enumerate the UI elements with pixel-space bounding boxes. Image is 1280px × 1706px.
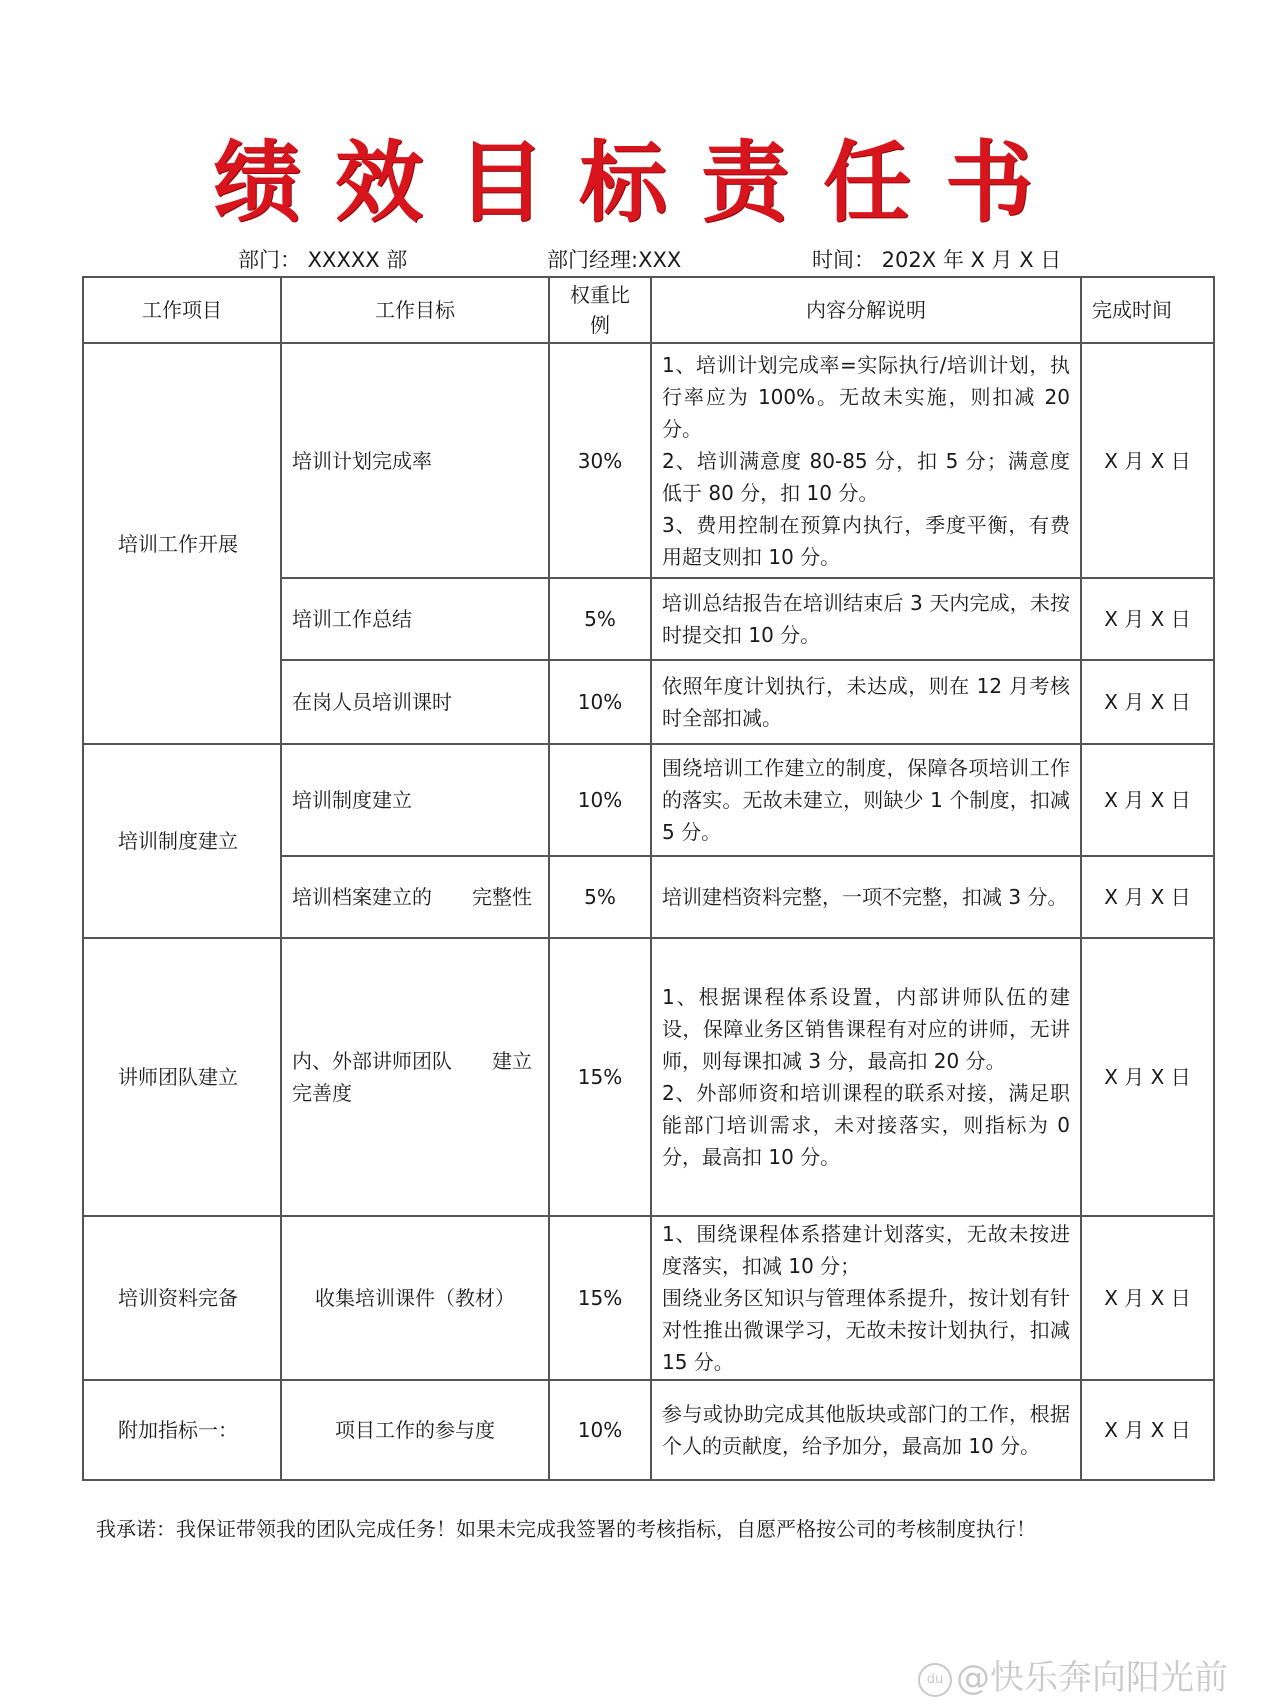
- pledge-statement: 我承诺：我保证带领我的团队完成任务！如果未完成我签署的考核指标，自愿严格按公司的考核制度执行！: [96, 1517, 1036, 1541]
- work-goal-cell: 在岗人员培训课时: [281, 660, 549, 744]
- completion-time-cell: X 月 X 日: [1081, 856, 1214, 938]
- completion-time-cell: X 月 X 日: [1081, 343, 1214, 578]
- watermark: [918, 1650, 1228, 1699]
- description-cell: 培训总结报告在培训结束后 3 天内完成，未按时提交扣 10 分。: [651, 578, 1081, 660]
- work-item-cell: 培训制度建立: [83, 744, 281, 938]
- date-label: 时间： 202X 年 X 月 X 日: [812, 248, 1062, 272]
- work-goal-cell: 项目工作的参与度: [281, 1380, 549, 1480]
- completion-time-cell: X 月 X 日: [1081, 1216, 1214, 1380]
- weight-cell: 5%: [549, 856, 651, 938]
- description-cell: 参与或协助完成其他版块或部门的工作，根据个人的贡献度，给予加分，最高加 10 分。: [651, 1380, 1081, 1480]
- description-cell: 1、培训计划完成率=实际执行/培训计划，执行率应为 100%。无故未实施，则扣减 20 分。 2、培训满意度 80-85 分，扣 5 分；满意度低于 80 分，扣 10 分。 3、费用控制在预算内执行，季度平衡，有费用超支则扣 10 分。: [651, 343, 1081, 578]
- description-cell: 1、围绕课程体系搭建计划落实，无故未按进度落实，扣减 10 分； 围绕业务区知识与管理体系提升，按计划有针对性推出微课学习，无故未按计划执行，扣减 15 分。: [651, 1216, 1081, 1380]
- completion-time-cell: X 月 X 日: [1081, 660, 1214, 744]
- department-label: 部门： XXXXX 部: [238, 248, 408, 272]
- description-cell: 围绕培训工作建立的制度，保障各项培训工作的落实。无故未建立，则缺少 1 个制度，扣减 5 分。: [651, 744, 1081, 856]
- header-description: 内容分解说明: [651, 277, 1081, 343]
- completion-time-cell: X 月 X 日: [1081, 578, 1214, 660]
- work-goal-cell: 培训工作总结: [281, 578, 549, 660]
- header-completion-time: 完成时间: [1081, 277, 1214, 343]
- description-cell: 1、根据课程体系设置，内部讲师队伍的建设，保障业务区销售课程有对应的讲师，无讲师，则每课扣减 3 分，最高扣 20 分。 2、外部师资和培训课程的联系对接，满足职能部门培训需求，未对接落实，则指标为 0 分，最高扣 10 分。: [651, 938, 1081, 1216]
- description-cell: 培训建档资料完整，一项不完整，扣减 3 分。: [651, 856, 1081, 938]
- table-row: [83, 343, 1214, 578]
- weight-cell: 15%: [549, 938, 651, 1216]
- weight-cell: 10%: [549, 1380, 651, 1480]
- weight-cell: 5%: [549, 578, 651, 660]
- watermark-logo-icon: du: [918, 1663, 952, 1697]
- manager-label: 部门经理:XXX: [547, 248, 682, 272]
- weight-cell: 10%: [549, 744, 651, 856]
- work-goal-cell: 培训制度建立: [281, 744, 549, 856]
- header-work-item: 工作项目: [83, 277, 281, 343]
- completion-time-cell: X 月 X 日: [1081, 938, 1214, 1216]
- completion-time-cell: X 月 X 日: [1081, 744, 1214, 856]
- header-meta: [0, 244, 1280, 274]
- work-item-cell: 培训工作开展: [83, 343, 281, 744]
- table-row: [83, 744, 1214, 856]
- work-goal-cell: 收集培训课件（教材）: [281, 1216, 549, 1380]
- weight-cell: 30%: [549, 343, 651, 578]
- work-item-cell: 附加指标一：: [83, 1380, 281, 1480]
- work-goal-cell: 培训计划完成率: [281, 343, 549, 578]
- work-item-cell: 讲师团队建立: [83, 938, 281, 1216]
- header-weight: 权重比例: [549, 277, 651, 343]
- description-cell: 依照年度计划执行，未达成，则在 12 月考核时全部扣减。: [651, 660, 1081, 744]
- table-row: [83, 1380, 1214, 1480]
- table-row: [83, 1216, 1214, 1380]
- completion-time-cell: X 月 X 日: [1081, 1380, 1214, 1480]
- work-goal-cell: 培训档案建立的 完整性: [281, 856, 549, 938]
- table-row: [83, 938, 1214, 1216]
- weight-cell: 10%: [549, 660, 651, 744]
- header-work-goal: 工作目标: [281, 277, 549, 343]
- weight-cell: 15%: [549, 1216, 651, 1380]
- table-header-row: [83, 277, 1214, 343]
- work-goal-cell: 内、外部讲师团队 建立完善度: [281, 938, 549, 1216]
- performance-table: [82, 276, 1215, 1481]
- work-item-cell: 培训资料完备: [83, 1216, 281, 1380]
- document-title: 绩效目标责任书: [212, 131, 1067, 234]
- watermark-text: @快乐奔向阳光前: [956, 1658, 1228, 1698]
